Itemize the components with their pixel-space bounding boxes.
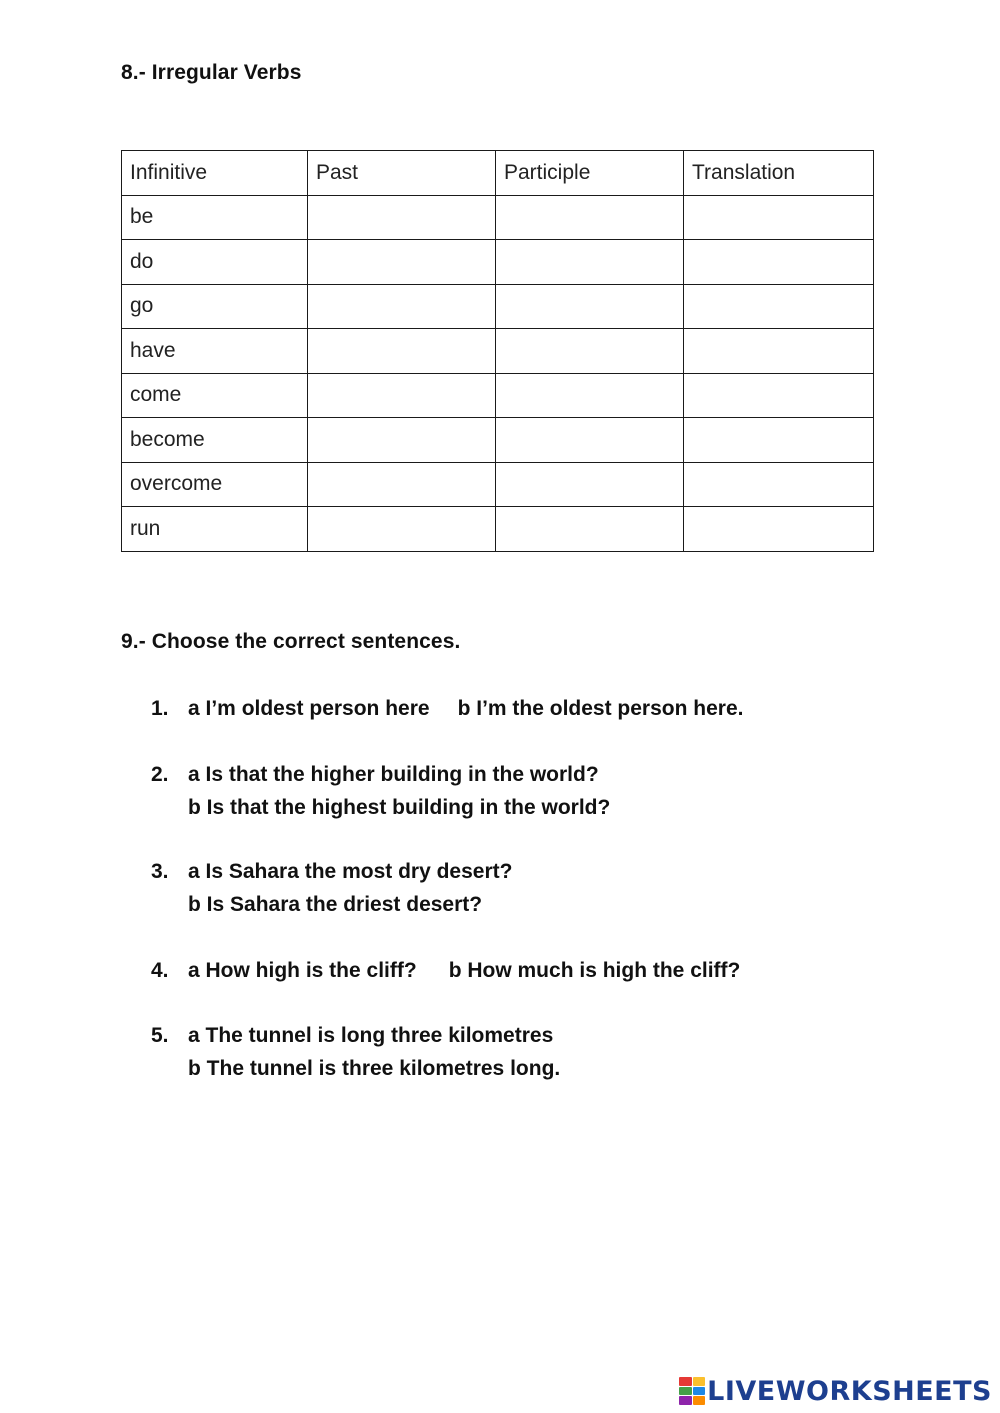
table-row [122,284,874,329]
table-row [122,240,874,285]
translation-answer-cell[interactable] [684,284,874,329]
past-answer-cell[interactable] [308,507,496,552]
verb-infinitive: do [122,240,308,285]
header-participle: Participle [496,151,684,196]
verb-infinitive: be [122,195,308,240]
option-b[interactable]: b Is that the highest building in the world? [188,796,611,819]
verb-infinitive: overcome [122,462,308,507]
question-number: 4. [151,959,169,982]
option-a[interactable]: a How high is the cliff? [188,959,417,982]
logo-tile [693,1377,706,1386]
question-5 [151,1019,560,1085]
question-number: 2. [151,763,169,786]
past-answer-cell[interactable] [308,240,496,285]
question-number: 1. [151,697,169,720]
verb-infinitive: run [122,507,308,552]
participle-answer-cell[interactable] [496,373,684,418]
past-answer-cell[interactable] [308,284,496,329]
option-b[interactable]: b The tunnel is three kilometres long. [188,1057,561,1080]
participle-answer-cell[interactable] [496,418,684,463]
section-8-title: 8.- Irregular Verbs [121,61,302,84]
liveworksheets-logo-icon [679,1377,705,1405]
verb-infinitive: have [122,329,308,374]
option-b[interactable]: b I’m the oldest person here. [457,697,744,720]
option-b[interactable]: b How much is high the cliff? [448,959,741,982]
table-row [122,507,874,552]
option-a[interactable]: a I’m oldest person here [188,697,430,720]
translation-answer-cell[interactable] [684,373,874,418]
past-answer-cell[interactable] [308,373,496,418]
logo-tile [693,1387,706,1396]
question-1 [151,692,743,725]
verb-infinitive: come [122,373,308,418]
liveworksheets-logo[interactable] [679,1373,992,1409]
question-number: 3. [151,860,169,883]
past-answer-cell[interactable] [308,195,496,240]
past-answer-cell[interactable] [308,329,496,374]
participle-answer-cell[interactable] [496,195,684,240]
section-9-title: 9.- Choose the correct sentences. [121,630,461,653]
question-number: 5. [151,1024,169,1047]
participle-answer-cell[interactable] [496,329,684,374]
question-2 [151,758,610,824]
translation-answer-cell[interactable] [684,329,874,374]
verb-infinitive: become [122,418,308,463]
table-row [122,373,874,418]
logo-text: LIVEWORKSHEETS [707,1375,992,1407]
option-b[interactable]: b Is Sahara the driest desert? [188,893,483,916]
logo-tile [693,1396,706,1405]
option-a[interactable]: a Is that the higher building in the world? [188,763,599,786]
past-answer-cell[interactable] [308,418,496,463]
option-a[interactable]: a Is Sahara the most dry desert? [188,860,513,883]
irregular-verbs-table [121,150,874,552]
translation-answer-cell[interactable] [684,507,874,552]
participle-answer-cell[interactable] [496,284,684,329]
participle-answer-cell[interactable] [496,240,684,285]
table-row [122,462,874,507]
option-a[interactable]: a The tunnel is long three kilometres [188,1024,554,1047]
table-row [122,195,874,240]
header-infinitive: Infinitive [122,151,308,196]
translation-answer-cell[interactable] [684,195,874,240]
table-header-row [122,151,874,196]
verb-infinitive: go [122,284,308,329]
header-past: Past [308,151,496,196]
header-translation: Translation [684,151,874,196]
translation-answer-cell[interactable] [684,240,874,285]
participle-answer-cell[interactable] [496,462,684,507]
past-answer-cell[interactable] [308,462,496,507]
translation-answer-cell[interactable] [684,462,874,507]
translation-answer-cell[interactable] [684,418,874,463]
table-row [122,329,874,374]
participle-answer-cell[interactable] [496,507,684,552]
logo-tile [679,1387,692,1396]
table-row [122,418,874,463]
logo-tile [679,1396,692,1405]
question-3 [151,855,512,921]
question-4 [151,954,740,987]
logo-tile [679,1377,692,1386]
